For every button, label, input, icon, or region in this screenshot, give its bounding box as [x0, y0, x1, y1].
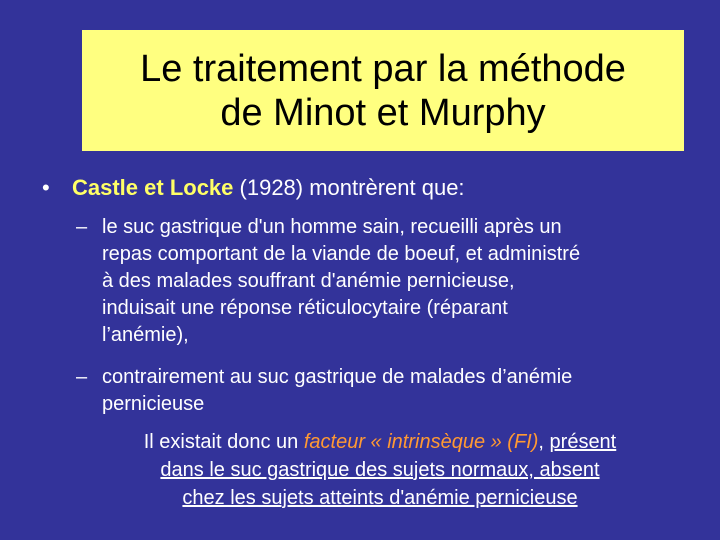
sub-bullet-1-line: repas comportant de la viande de boeuf, et administré [102, 243, 581, 265]
conclusion-prefix: Il existait donc un [143, 431, 304, 453]
main-bullet [42, 174, 702, 202]
conclusion-line-1 [60, 428, 700, 456]
sub-bullet-1-line: le suc gastrique d'un homme sain, recueilli après un [102, 216, 562, 238]
title-line-1: Le traitement par la méthode [140, 47, 626, 90]
conclusion-present: présent [549, 431, 617, 453]
bullet-text: (1928) montrèrent que: [233, 175, 465, 200]
conclusion [60, 428, 700, 512]
intrinsic-factor: facteur « intrinsèque » (FI) [303, 431, 539, 453]
conclusion-comma: , [538, 431, 550, 453]
sub-bullet-2-dash: – [76, 366, 88, 388]
bullet-marker: • [42, 175, 50, 200]
sub-bullet-2-line: contrairement au suc gastrique de malades d’anémie [102, 366, 573, 388]
conclusion-line-3: chez les sujets atteints d'anémie pernicieuse [182, 487, 578, 509]
author-names: Castle et Locke [72, 175, 234, 200]
sub-bullet-2-line: pernicieuse [102, 393, 205, 415]
sub-bullet-1 [76, 214, 686, 349]
title-line-2: de Minot et Murphy [220, 91, 546, 134]
sub-bullet-2 [76, 364, 686, 418]
sub-bullet-1-dash: – [76, 216, 88, 238]
sub-bullet-1-line: l’anémie), [102, 324, 189, 346]
sub-bullet-1-line: à des malades souffrant d'anémie pernicieuse, [102, 270, 515, 292]
sub-bullet-1-line: induisait une réponse réticulocytaire (réparant [102, 297, 508, 319]
title-box [82, 30, 684, 151]
conclusion-line-2: dans le suc gastrique des sujets normaux, absent [160, 459, 600, 481]
